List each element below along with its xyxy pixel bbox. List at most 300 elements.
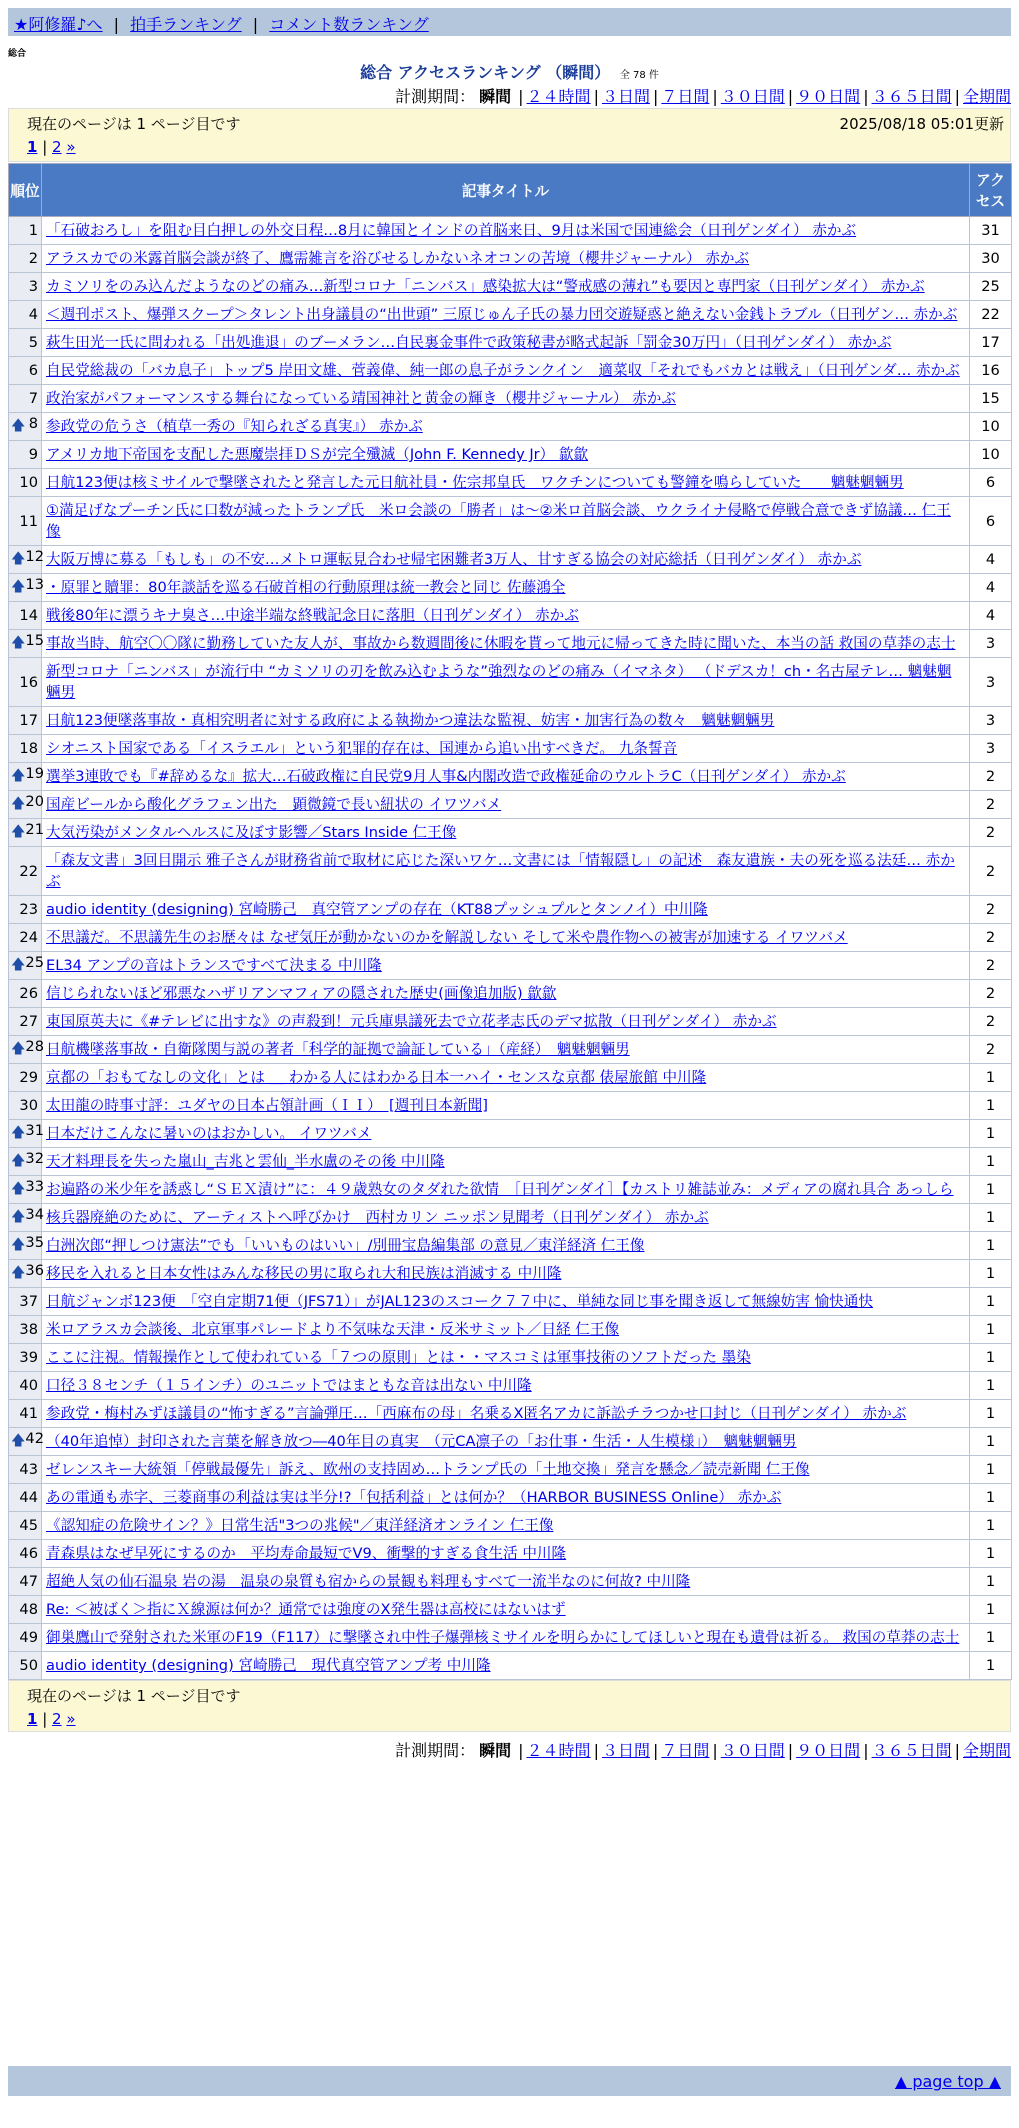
rank-cell [9,1624,42,1652]
period-separator: | [652,87,659,106]
table-row [9,1652,1012,1680]
rank-up-arrow-icon: 🡅 [11,417,26,434]
access-count: 4 [970,574,1012,602]
page-next-link[interactable]: » [66,1710,76,1728]
page-title [0,60,1019,83]
table-row [9,658,1012,707]
article-link[interactable]: あの電通も赤字、三菱商事の利益は実は半分!?「包括利益」とは何か？（HARBOR BUSINESS Online） 赤かぶ [46,1489,782,1506]
rank-number: 15 [25,631,44,649]
table-row [9,1512,1012,1540]
access-count: 1 [970,1316,1012,1344]
title-cell [42,1148,970,1176]
title-cell [42,1008,970,1036]
access-count: 1 [970,1596,1012,1624]
rank-cell [9,1232,42,1260]
title-cell [42,217,970,245]
article-link[interactable]: 新型コロナ「ニンバス」が流行中 “カミソリの刃を飲み込むような”強烈なのどの痛み（イマネタ） （ドデスカ！ch・名古屋テレ… 魑魅魍魎男 [46,663,952,701]
title-cell [42,924,970,952]
article-link[interactable]: audio identity (designing) 宮崎勝己 真空管アンプの存在（KT88プッシュプルとタンノイ）中川隆 [46,901,708,918]
article-link[interactable]: シオニスト国家である「イスラエル」という犯罪的存在は、国連から追い出すべきだ。 九条誓音 [46,740,678,757]
page-current [27,138,37,156]
nav-separator: | [113,15,120,34]
rank-cell [9,385,42,413]
rank-cell [9,1316,42,1344]
article-link[interactable]: お遍路の米少年を誘惑し“ＳＥＸ漬け”に：４９歳熟女のタダれた欲情 ［日刊ゲンダイ］【カストリ雑誌並み：メディアの腐れ具合 あっしら [46,1181,954,1198]
access-count: 4 [970,602,1012,630]
rank-cell [9,329,42,357]
rank-number: 33 [25,1177,44,1195]
rank-number: 6 [28,362,38,379]
period-current: 瞬間 [479,87,512,106]
access-count: 2 [970,1008,1012,1036]
title-cell [42,1428,970,1456]
rank-up-arrow-icon: 🡅 [11,550,26,567]
rank-cell [9,658,42,707]
access-count: 6 [970,469,1012,497]
article-link[interactable]: ＜週刊ポスト、爆弾スクープ＞タレント出身議員の“出世頭” 三原じゅん子氏の暴力団交遊疑惑と絶えない金銭トラブル（日刊ゲン… 赤かぶ [46,306,958,323]
period-link[interactable]: ３日間 [601,87,650,106]
article-link[interactable]: 事故当時、航空〇〇隊に勤務していた友人が、事故から数週間後に休暇を貰って地元に帰ってきた時に聞いた、本当の話 救国の草莽の志士 [46,635,956,652]
access-count: 1 [970,1540,1012,1568]
access-count: 1 [970,1512,1012,1540]
rank-number: 48 [19,1601,38,1618]
access-count: 1 [970,1484,1012,1512]
period-link[interactable]: ７日間 [661,1741,710,1760]
access-count: 16 [970,357,1012,385]
period-link[interactable]: ９０日間 [796,87,861,106]
rank-cell [9,413,42,441]
article-link[interactable]: 口径３８センチ（１５インチ）のユニットではまともな音は出ない 中川隆 [46,1377,532,1394]
article-link[interactable]: 大気汚染がメンタルヘルスに及ぼす影響／Stars Inside 仁王像 [46,824,457,841]
title-cell [42,1260,970,1288]
article-link[interactable]: 不思議だ。不思議先生のお歴々は なぜ気圧が動かないのかを解説しない そして米や農作物への被害が加速する イワツバメ [46,929,848,946]
rank-cell [9,847,42,896]
rank-cell [9,273,42,301]
article-link[interactable]: 米ロアラスカ会談後、北京軍事パレードより不気味な天津・反米サミット／日経 仁王像 [46,1321,620,1338]
access-count: 1 [970,1148,1012,1176]
article-link[interactable]: 萩生田光一氏に問われる「出処進退」のブーメラン…自民裏金事件で政策秘書が略式起訴「罰金30万円」（日刊ゲンダイ） 赤かぶ [46,334,892,351]
title-cell [42,1596,970,1624]
table-row [9,1540,1012,1568]
access-count: 1 [970,1400,1012,1428]
access-count: 1 [970,1568,1012,1596]
rank-number: 21 [25,820,44,838]
title-cell [42,1120,970,1148]
period-link[interactable]: ３６５日間 [871,87,952,106]
page-links [27,138,992,156]
rank-cell [9,1568,42,1596]
title-cell [42,735,970,763]
rank-cell [9,1512,42,1540]
title-cell [42,1064,970,1092]
period-link[interactable]: ３０日間 [720,1741,785,1760]
rank-number: 11 [19,512,38,530]
rank-up-arrow-icon: 🡅 [11,1208,26,1225]
title-cell [42,1484,970,1512]
nav-separator: | [252,15,259,34]
article-link[interactable]: アラスカでの米露首脳会談が終了、鷹需雑言を浴びせるしかないネオコンの苦境（櫻井ジャーナル） 赤かぶ [46,250,750,267]
article-link[interactable]: 御巣鷹山で発射された米軍のF19（F117）に撃墜され中性子爆弾核ミサイルを明らかにしてほしいと現在も遺骨は祈る。 救国の草莽の志士 [46,1629,960,1646]
article-link[interactable]: 自民党総裁の「バカ息子」トップ5 岸田文雄、菅義偉、純一郎の息子がランクイン 適菜収「それでもバカとは戦え」（日刊ゲンダ… 赤かぶ [46,362,960,379]
article-link[interactable]: 日航機墜落事故・自衛隊関与説の著者「科学的証拠で論証している」（産経） 魑魅魍魎男 [46,1041,630,1058]
title-cell [42,630,970,658]
access-count: 1 [970,1456,1012,1484]
article-link[interactable]: 参政党・梅村みずほ議員の“怖すぎる”言論弾圧…「西麻布の母」名乗るX匿名アカに訴訟チラつかせ口封じ（日刊ゲンダイ） 赤かぶ [46,1405,907,1422]
table-row [9,1260,1012,1288]
period-current: 瞬間 [479,1741,512,1760]
title-cell [42,1092,970,1120]
article-link[interactable]: 日本だけこんなに暑いのはおかしい。 イワツバメ [46,1125,372,1142]
table-row [9,847,1012,896]
access-count: 1 [970,1624,1012,1652]
rank-number: 35 [25,1233,44,1251]
rank-cell [9,630,42,658]
title-cell [42,1316,970,1344]
article-link[interactable]: 戦後80年に漂うキナ臭さ…中途半端な終戦記念日に落胆（日刊ゲンダイ） 赤かぶ [46,607,579,624]
access-count: 1 [970,1428,1012,1456]
table-row [9,1008,1012,1036]
rank-up-arrow-icon: 🡅 [11,823,26,840]
rank-cell [9,469,42,497]
article-link[interactable]: 日航123便は核ミサイルで撃墜されたと発言した元日航社員・佐宗邦皇氏 ワクチンについても警鐘を鳴らしていた 魑魅魍魎男 [46,474,904,491]
rank-cell [9,497,42,546]
article-link[interactable]: （40年追悼）封印された言葉を解き放つ―40年目の真実 （元CA凛子の「お仕事・生活・人生模様」） 魑魅魍魎男 [46,1433,797,1450]
table-row [9,1400,1012,1428]
title-cell [42,546,970,574]
article-link[interactable]: 選挙3連敗でも『#辞めるな』拡大…石破政権に自民党9月人事&内閣改造で政権延命のウルトラC（日刊ゲンダイ） 赤かぶ [46,768,846,785]
article-link[interactable]: アメリカ地下帝国を支配した悪魔崇拝ＤＳが完全殲滅（John F. Kennedy Jr） 歙歙 [46,446,589,463]
rank-up-arrow-icon: 🡅 [11,1180,26,1197]
rank-cell [9,791,42,819]
table-row [9,329,1012,357]
total-count: 全 78 件 [619,70,659,81]
rank-number: 5 [28,334,38,351]
rank-number: 50 [19,1657,38,1674]
period-label: 計測期間： [395,87,476,106]
article-link[interactable]: 核兵器廃絶のために、アーティストへ呼びかけ 西村カリン ニッポン見聞考（日刊ゲンダイ） 赤かぶ [46,1209,709,1226]
table-row [9,1316,1012,1344]
table-row [9,707,1012,735]
title-cell [42,952,970,980]
rank-number: 10 [19,474,38,491]
period-link[interactable]: 全期間 [962,1741,1011,1760]
period-link[interactable]: 全期間 [962,87,1011,106]
title-cell [42,1036,970,1064]
rank-cell [9,1064,42,1092]
access-count: 1 [970,1372,1012,1400]
article-link[interactable]: 東国原英夫に《#テレビに出すな》の声殺到！元兵庫県議死去で立花孝志氏のデマ拡散（日刊ゲンダイ） 赤かぶ [46,1013,777,1030]
article-link[interactable]: 青森県はなぜ早死にするのか 平均寿命最短でV9、衝撃的すぎる食生活 中川隆 [46,1545,567,1562]
period-separator: | [787,1741,794,1760]
article-link[interactable]: 政治家がパフォーマンスする舞台になっている靖国神社と黄金の輝き（櫻井ジャーナル） 赤かぶ [46,390,676,407]
access-count: 6 [970,497,1012,546]
period-separator: | [954,87,960,106]
title-cell [42,574,970,602]
rank-number: 17 [19,712,38,729]
comment-ranking-link[interactable]: コメント数ランキング [269,15,429,34]
rank-cell [9,707,42,735]
table-row [9,980,1012,1008]
table-row [9,1064,1012,1092]
access-count: 25 [970,273,1012,301]
rank-cell [9,1148,42,1176]
access-count: 2 [970,847,1012,896]
period-link[interactable]: ２４時間 [526,1741,591,1760]
table-row [9,273,1012,301]
rank-number: 20 [25,792,44,810]
period-separator: | [518,1741,524,1760]
table-row [9,574,1012,602]
period-separator: | [863,1741,869,1760]
table-row [9,413,1012,441]
rank-cell [9,896,42,924]
rank-up-arrow-icon: 🡅 [11,1236,26,1253]
period-link[interactable]: ３０日間 [720,87,785,106]
table-row [9,1484,1012,1512]
table-row [9,1232,1012,1260]
table-row [9,1036,1012,1064]
rank-number: 34 [25,1205,44,1223]
title-cell [42,413,970,441]
article-link[interactable]: 移民を入れると日本女性はみんな移民の男に取られ大和民族は消滅する 中川隆 [46,1265,562,1282]
rank-up-arrow-icon: 🡅 [11,1264,26,1281]
rank-cell [9,1092,42,1120]
access-count: 1 [970,1288,1012,1316]
rank-number: 31 [25,1121,44,1139]
rank-number: 47 [19,1573,38,1590]
access-count: 1 [970,1344,1012,1372]
rank-number: 9 [28,446,38,463]
rank-up-arrow-icon: 🡅 [11,1040,26,1057]
access-count: 2 [970,819,1012,847]
rank-number: 25 [25,953,44,971]
access-count: 17 [970,329,1012,357]
table-row [9,602,1012,630]
access-count: 1 [970,1092,1012,1120]
article-link[interactable]: 信じられないほど邪悪なハザリアンマフィアの隠された歴史(画像追加版) 歙歙 [46,985,557,1002]
title-header: 記事タイトル [42,164,970,217]
period-separator: | [787,87,794,106]
article-link[interactable]: ①満足げなプーチン氏に口数が減ったトランプ氏 米ロ会談の「勝者」は～②米ロ首脳会談、ウクライナ侵略で停戦合意できず協議… 仁王像 [46,502,951,540]
rank-header: 順位 [9,164,42,217]
title-cell [42,791,970,819]
table-row [9,896,1012,924]
top-nav [8,8,1011,36]
period-selector-bottom [395,1738,1011,1761]
updated-time: 2025/08/18 05:01更新 [839,115,1004,133]
access-count: 30 [970,245,1012,273]
title-cell [42,385,970,413]
rank-cell [9,1260,42,1288]
table-row [9,924,1012,952]
rank-number: 24 [19,929,38,946]
title-cell [42,763,970,791]
rank-number: 38 [19,1321,38,1338]
page-link[interactable]: 2 [52,138,62,156]
table-row [9,735,1012,763]
title-cell [42,1344,970,1372]
rank-number: 18 [19,740,38,757]
period-separator: | [518,87,524,106]
article-link[interactable]: Re: ＜被ばく＞指にＸ線源は何か？通常では強度のX発生器は高校にはないはず [46,1601,566,1618]
article-link[interactable]: 《認知症の危険サイン？》日常生活"3つの兆候"／東洋経済オンライン 仁王像 [46,1517,554,1534]
rank-number: 23 [19,901,38,918]
rank-number: 22 [19,862,38,880]
article-link[interactable]: EL34 アンプの音はトランスですべて決まる 中川隆 [46,957,382,974]
article-link[interactable]: 日航ジャンボ123便 「空自定期71便（JFS71）」がJAL123のスコーク７７中に、単純な同じ事を聞き返して無線妨害 愉快通快 [46,1293,873,1310]
title-cell [42,1232,970,1260]
article-link[interactable]: ここに注視。情報操作として使われている「７つの原則」とは・・マスコミは軍事技術のソフトだった 墨染 [46,1349,751,1366]
rank-cell [9,1344,42,1372]
rank-number: 2 [28,250,38,267]
period-separator: | [593,1741,599,1760]
home-link[interactable]: ★阿修羅♪へ [14,15,103,34]
rank-cell [9,952,42,980]
access-count: 1 [970,1064,1012,1092]
rank-up-arrow-icon: 🡅 [11,795,26,812]
table-row [9,819,1012,847]
rank-cell [9,1428,42,1456]
access-count: 22 [970,301,1012,329]
page-link[interactable]: 2 [52,1710,62,1728]
access-count: 1 [970,1652,1012,1680]
page-link-current[interactable]: 1 [27,138,38,156]
title-cell [42,1624,970,1652]
title-cell [42,1372,970,1400]
page-status: 現在のページは 1 ページ目です [27,115,241,133]
title-cell [42,847,970,896]
access-count: 2 [970,791,1012,819]
title-cell [42,1540,970,1568]
rank-up-arrow-icon: 🡅 [11,1152,26,1169]
rank-number: 30 [19,1097,38,1114]
title-cell [42,1288,970,1316]
title-cell [42,819,970,847]
article-link[interactable]: ・原罪と贖罪：80年談話を巡る石破首相の行動原理は統一教会と同じ 佐藤鴻全 [46,579,566,596]
rank-number: 39 [19,1349,38,1366]
period-link[interactable]: ９０日間 [796,1741,861,1760]
table-row [9,1456,1012,1484]
article-link[interactable]: 天才料理長を失った嵐山_吉兆と雲仙_半水盧のその後 中川隆 [46,1153,445,1170]
rank-cell [9,357,42,385]
rank-number: 44 [19,1489,38,1506]
article-link[interactable]: 白洲次郎“押しつけ憲法”でも「いいものはいい」/別冊宝島編集部 の意見／東洋経済 仁王像 [46,1237,645,1254]
table-row [9,1120,1012,1148]
period-separator: | [652,1741,659,1760]
title-cell [42,441,970,469]
period-link[interactable]: ３日間 [601,1741,650,1760]
access-count: 3 [970,735,1012,763]
access-count: 1 [970,1232,1012,1260]
page-title-text: 総合 アクセスランキング （瞬間） [360,63,611,82]
rank-cell [9,1596,42,1624]
article-link[interactable]: カミソリをのみ込んだようなのどの痛み…新型コロナ「ニンバス」感染拡大は“警戒感の薄れ”も要因と専門家（日刊ゲンダイ） 赤かぶ [46,278,925,295]
access-count: 31 [970,217,1012,245]
clap-ranking-link[interactable]: 拍手ランキング [130,15,242,34]
article-link[interactable]: 日航123便墜落事故・真相究明者に対する政府による執拗かつ違法な監視、妨害・加害行為の数々 魑魅魍魎男 [46,712,775,729]
article-link[interactable]: 大阪万博に募る「もしも」の不安…メトロ運転見合わせ帰宅困難者3万人、甘すぎる協会の対応総括（日刊ゲンダイ） 赤かぶ [46,551,862,568]
period-label: 計測期間： [395,1741,476,1760]
rank-cell [9,819,42,847]
title-cell [42,273,970,301]
table-row [9,1148,1012,1176]
rank-up-arrow-icon: 🡅 [11,1124,26,1141]
rank-cell [9,1176,42,1204]
article-link[interactable]: ゼレンスキー大統領「停戦最優先」訴え、欧州の支持固め…トランプ氏の「土地交換」発言を懸念／読売新聞 仁王像 [46,1461,810,1478]
title-cell [42,707,970,735]
rank-cell [9,1400,42,1428]
period-link[interactable]: ３６５日間 [871,1741,952,1760]
title-cell [42,1652,970,1680]
ranking-table [8,163,1012,1680]
period-selector [395,84,1011,107]
rank-number: 27 [19,1013,38,1030]
access-count: 3 [970,630,1012,658]
period-separator: | [863,87,869,106]
rank-number: 1 [28,222,38,239]
article-link[interactable]: 参政党の危うさ（植草一秀の『知られざる真実』） 赤かぶ [46,418,423,435]
title-cell [42,245,970,273]
rank-number: 14 [19,607,38,624]
title-cell [42,469,970,497]
rank-number: 3 [28,278,38,295]
rank-cell [9,1372,42,1400]
rank-cell [9,301,42,329]
pagination-box [8,108,1011,162]
rank-cell [9,924,42,952]
period-link[interactable]: ７日間 [661,87,710,106]
table-row [9,1428,1012,1456]
rank-number: 29 [19,1069,38,1086]
access-count: 1 [970,1260,1012,1288]
table-row [9,441,1012,469]
rank-cell [9,1036,42,1064]
table-row [9,385,1012,413]
access-count: 10 [970,441,1012,469]
page-next-link[interactable]: » [66,138,76,156]
rank-cell [9,763,42,791]
table-row [9,1372,1012,1400]
rank-cell [9,1456,42,1484]
page-link-current[interactable]: 1 [27,1710,38,1728]
article-link[interactable]: 「石破おろし」を阻む目白押しの外交日程…8月に韓国とインドの首脳来日、9月は米国で国連総会（日刊ゲンダイ） 赤かぶ [46,222,857,239]
article-link[interactable]: 国産ビールから酸化グラフェン出た 顕微鏡で長い紐状の イワツバメ [46,796,502,813]
page-top-link[interactable]: ▲ page top ▲ [894,2072,1001,2091]
rank-cell [9,1540,42,1568]
article-link[interactable]: 「森友文書」3回目開示 雅子さんが財務省前で取材に応じた深いワケ…文書には「情報隠し」の記述 森友遺族・夫の死を巡る法廷… 赤かぶ [46,852,955,890]
table-header-row [9,164,1012,217]
article-link[interactable]: 太田龍の時事寸評：ユダヤの日本占領計画（ＩＩ） [週刊日本新聞] [46,1097,488,1114]
title-cell [42,1456,970,1484]
rank-up-arrow-icon: 🡅 [11,578,26,595]
rank-cell [9,602,42,630]
article-link[interactable]: audio identity (designing) 宮崎勝己 現代真空管アンプ考 中川隆 [46,1657,491,1674]
rank-cell [9,1484,42,1512]
rank-cell [9,1120,42,1148]
article-link[interactable]: 京都の「おもてなしの文化」とは ＿ わかる人にはわかる日本一ハイ・センスな京都 俵屋旅館 中川隆 [46,1069,707,1086]
period-link[interactable]: ２４時間 [526,87,591,106]
rank-cell [9,980,42,1008]
rank-number: 8 [28,414,38,432]
rank-number: 40 [19,1377,38,1394]
title-cell [42,1400,970,1428]
rank-cell [9,245,42,273]
rank-cell [9,574,42,602]
access-count: 1 [970,1176,1012,1204]
article-link[interactable]: 超絶人気の仙石温泉 岩の湯 温泉の泉質も宿からの景観も料理もすべて一流半なのに何故? 中川隆 [46,1573,691,1590]
rank-cell [9,1652,42,1680]
title-cell [42,357,970,385]
